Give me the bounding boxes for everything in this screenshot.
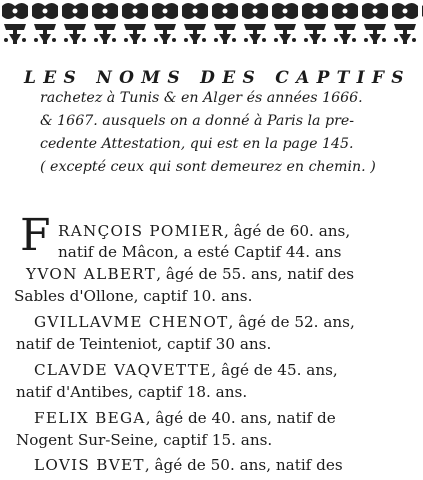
entry-line: natif d'Antibes, captif 18. ans. <box>16 383 248 401</box>
subtitle-line: ( excepté ceux qui sont demeurez en chemin. ) <box>40 159 376 175</box>
entry-line: Nogent Sur-Seine, captif 15. ans. <box>16 431 273 449</box>
captive-name: GVILLAVME CHENOT <box>34 313 229 331</box>
drop-cap: F <box>20 210 51 261</box>
entry-line <box>34 409 336 427</box>
captive-name: YVON ALBERT <box>26 265 157 283</box>
page-heading: LES NOMS DES CAPTIFS <box>24 68 411 88</box>
captive-name: LOVIS BVET <box>34 456 145 474</box>
entry-line <box>26 265 354 283</box>
captive-name: CLAVDE VAQVETTE <box>34 361 212 379</box>
captive-details: , âgé de 50. ans, natif des <box>144 456 343 474</box>
captive-details: , âgé de 40. ans, natif de <box>145 409 336 427</box>
entry-line: Sables d'Ollone, captif 10. ans. <box>14 287 253 305</box>
captive-name: FELIX BEGA <box>34 409 146 427</box>
entry-line: natif de Teinteniot, captif 30 ans. <box>16 335 272 353</box>
entry-line: natif de Mâcon, a esté Captif 44. ans <box>58 243 342 261</box>
entry-line <box>34 456 343 474</box>
captive-details: , âgé de 52. ans, <box>228 313 355 331</box>
entry-line <box>34 313 355 331</box>
ornamental-header-band <box>0 0 423 48</box>
entry-line <box>58 222 350 240</box>
captive-details: , âgé de 55. ans, natif des <box>156 265 355 283</box>
captive-name: RANÇOIS POMIER <box>58 222 224 240</box>
subtitle-line: rachetez à Tunis & en Alger és années 1666. <box>40 90 363 106</box>
entry-line <box>34 361 338 379</box>
captive-details: , âgé de 45. ans, <box>211 361 338 379</box>
captive-details: , âgé de 60. ans, <box>223 222 351 240</box>
subtitle-line: & 1667. ausquels on a donné à Paris la pre- <box>40 113 355 129</box>
subtitle-line: cedente Attestation, qui est en la page 145. <box>40 136 354 152</box>
